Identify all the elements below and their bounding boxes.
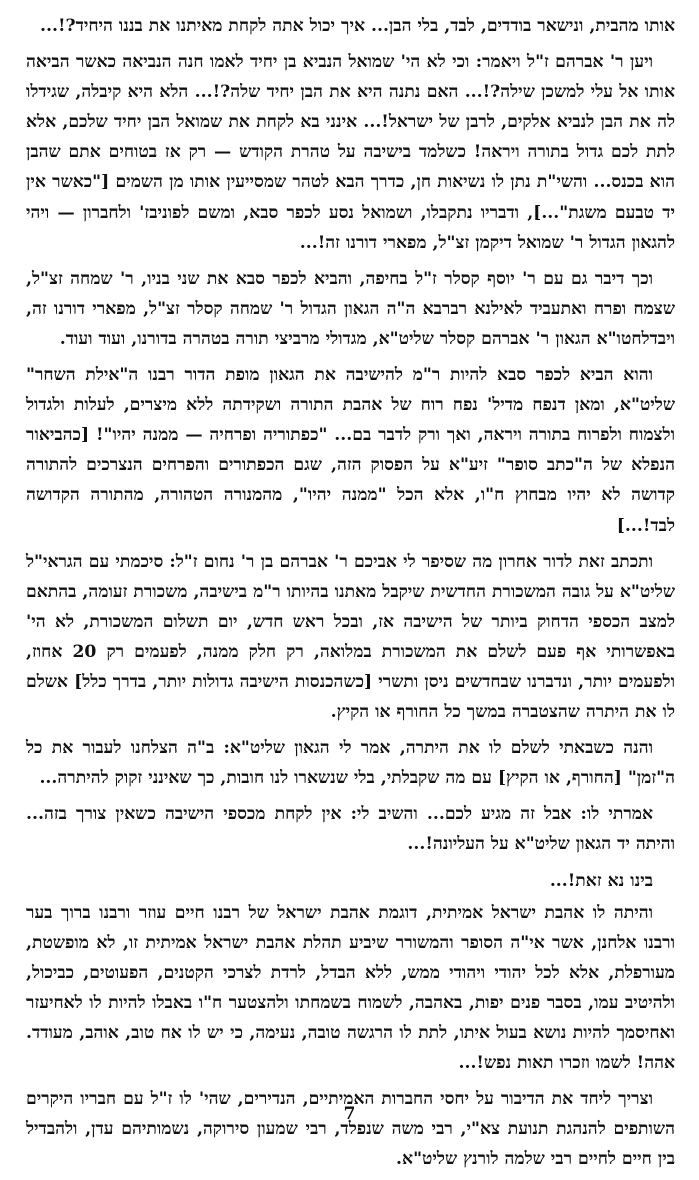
paragraph: בינו נא זאת!... [549,870,653,891]
paragraph: ויען ר' אברהם ז"ל ויאמר: וכי לא הי' שמואל הנביא בן יחיד לאמו חנה הנביאה כאשר הביאה אותו אל עלי למשכן שילה?!... האם נתנה היא את הבן יחיד שלה?!... הלא היא קיבלה, שגידלו לה את הבן לנביא אלקים, לרבן של ישראל!... אינני בא לקחת את שמואל הבן יחיד שלכם, אלא לתת לכם גדול בתורה ויראה! כשלמד בישיבה על טהרת הקודש — רק אז בטוחים אתם שהבן הוא בכנס... והשי"ת נתן לו נשיאות חן, כדרך הבא לטהר שמסייעין אותו מן השמים ["כאשר אין יד טבעם משגת"...], ודבריו נתקבלו, ושמואל נסע לכפר סבא, ומשם לפוניבז' ולחברון — ויהי להגאון הגדול ר' שמואל דיקמן זצ"ל, מפארי דורנו זה!... [26,52,675,253]
paragraph: וכך דיבר גם עם ר' יוסף קסלר ז"ל בחיפה, והביא לכפר סבא את שני בניו, ר' שמחה זצ"ל, שצמח ופרח ואתעביד לאילנא רברבא ה"ה הגאון הגדול ר' שמחה קסלר זצ"ל, מפארי דורנו זה, ויבדלחטו"א הגאון ר' אברהם קסלר שליט"א, מגדולי מרביצי תורה בטהרה בדורנו, ועוד ועוד. [26,268,675,349]
paragraph: והוא הביא לכפר סבא להיות ר"מ להישיבה את הגאון מופת הדור רבנו ה"אילת השחר" שליט"א, ומאן דנפח מדיל' נפח רוח של אהבת התורה ושקידתה ללא מיצרים, לעלות ולגדול ולצמוח ולפרוח בתורה ויראה, ואך ורק לדבר בם... "כפתוריה ופרחיה — ממנה יהיו"! [כהביאור הנפלא של ה"כתב סופר" זיע"א על הפסוק הזה, שגם הכפתורים והפרחים הנצרכים להתורה קדושה לא יהיו מבחוץ ח"ו, אלא הכל "ממנה יהיו", מהמנורה הטהורה, מהתורה הקדושה לבד!...] [26,365,675,536]
paragraph: אותו מהבית, ונישאר בודדים, לבד, בלי הבן... איך יכול אתה לקחת מאיתנו את בננו היחיד?!... [40,16,675,36]
paragraph: והנה כשבאתי לשלם לו את היתרה, אמר לי הגאון שליט"א: ב"ה הצלחנו לעבור את כל ה"זמן" [החורף, או הקיץ] עם מה שקבלתי, בלי שנשארו לנו חובות, כך שאינני זקוק להיתרה... [26,738,675,789]
paragraph: והיתה לו אהבת ישראל אמיתית, דוגמת אהבת ישראל של רבנו חיים עוזר ורבנו ברוך בער ורבנו אלחנן, אשר אי"ה הסופר והמשורר שיביע תהלת אהבת ישראל אמיתית זו, לא מופשטת, מעורפלת, אלא לכל יהודי ויהודי ממש, ללא הבדל, לרדת לצרכי הקטנים, הפעוטים, כביכול, ולהיטיב עמו, בסבר פנים יפות, באהבה, לשמוח בשמחתו ולהצטער ח"ו באבלו להיות לו לאחיעזר ואחיסמך להיות נושא בעול איתו, לתת לו הרגשה טובה, נעימה, כי יש לו אח טוב, אוהב, מעודד. אהה! לשמו וזכרו תאות נפש!... [26,902,675,1074]
paragraph: אמרתי לו: אבל זה מגיע לכם... והשיב לי: אין לקחת מכספי הישיבה כשאין צורך בזה... והיתה יד הגאון שליט"א על העליונה!... [26,804,675,855]
page-number: 7 [343,1104,356,1124]
page-body [26,11,675,1180]
paragraph: וצריך ליחד את הדיבור על יחסי החברות האמיתיים, הנדירים, שהי' לו ז"ל עם חבריו היקרים השותפים להנהגת תנועת צא"י, רבי משה שנפלד, רבי שמעון סירוקה, נשמותיהם עדן, ולהבדיל בין חיים לחיים רבי שלמה לורנץ שליט"א. [26,1089,675,1170]
paragraph: ותכתב זאת לדור אחרון מה שסיפר לי אביכם ר' אברהם בן ר' נחום ז"ל: סיכמתי עם הגראי"ל שליט"א על גובה המשכורת החדשית שיקבל מאתנו בהיותו ר"מ בישיבה, משכורת זעומה, בהתאם למצב הכספי הדחוק ביותר של הישיבה אז, ובכל ראש חדש, יום תשלום המשכורת, לא הי' באפשרותי אף פעם לשלם את המשכורת במלואה, רק חלק ממנה, לפעמים רק 20 אחוז, ולפעמים יותר, ונדברנו שבחדשים ניסן ותשרי [כשהכנסות הישיבה גדולות יותר, בדרך כלל] אשלם לו את היתרה שהצטברה במשך כל החורף או הקיץ. [26,551,675,723]
